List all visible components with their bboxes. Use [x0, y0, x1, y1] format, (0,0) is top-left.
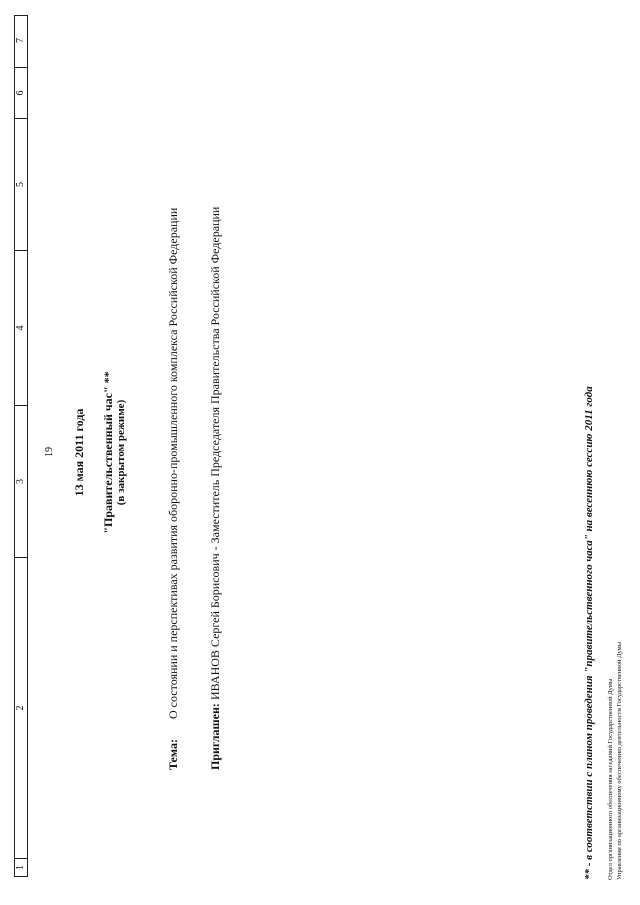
column-number-cell: 1 [15, 865, 26, 870]
topic-text: О состоянии и перспективах развития оборонно-промышленного комплекса Российской Федерации [166, 207, 180, 719]
topic-label: Тема: [166, 739, 180, 770]
footnote: ** - в соответствии с планом проведения "правительственного часа" на весеннюю сессию 2011 года [583, 386, 595, 880]
column-number-cell: 3 [15, 406, 27, 558]
column-number-cell: 5 [15, 119, 27, 251]
department-line: Управления по организационному обеспечению деятельности Государственной Думы [616, 641, 623, 880]
invited-label: Приглашен: [208, 703, 222, 770]
department-line: Отдел организационного обеспечения заседаний Государственной Думы [607, 678, 614, 880]
column-number-table [14, 15, 28, 877]
invited-row [208, 207, 223, 770]
column-number-cell: 4 [15, 251, 27, 406]
date-heading: 13 мая 2011 года [72, 408, 86, 497]
column-number-cell: 6 [15, 68, 27, 119]
column-number-cell: 7 [15, 14, 27, 68]
column-number-cell: 2 [15, 558, 27, 859]
session-mode: (в закрытом режиме) [115, 399, 127, 506]
session-title: "Правительственный час" ** [101, 371, 115, 534]
invited-text: ИВАНОВ Сергей Борисович - Заместитель Председателя Правительства Российской Федерации [208, 206, 222, 700]
page-number: 19 [44, 447, 55, 457]
topic-row [166, 208, 181, 770]
